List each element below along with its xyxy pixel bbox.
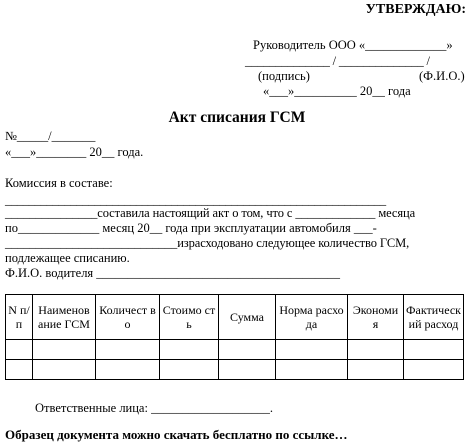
table-cell: [219, 360, 276, 380]
table-cell: [404, 340, 464, 360]
col-header-economy: Экономи я: [348, 295, 404, 340]
fio-caption: (Ф.И.О.): [419, 69, 465, 83]
col-header-gsm-name: Наименов ание ГСМ: [33, 295, 96, 340]
act-date-line: «___»________ 20__ года.: [5, 145, 144, 159]
col-header-sum: Сумма: [219, 295, 276, 340]
responsible-line: Ответственные лица: ___________________.: [35, 401, 273, 415]
table-cell: [96, 340, 160, 360]
act-text-line-1: _______________составила настоящий акт о том, что с _____________ месяца: [5, 206, 416, 220]
table-header-row: [6, 295, 464, 340]
col-header-quantity: Количест во: [96, 295, 160, 340]
table-cell: [6, 340, 33, 360]
table-cell: [96, 360, 160, 380]
col-header-number: N п/п: [6, 295, 33, 340]
table-cell: [33, 360, 96, 380]
manager-line: Руководитель ООО «_____________»: [253, 38, 453, 52]
table-cell: [219, 340, 276, 360]
table-cell: [33, 340, 96, 360]
table-cell: [404, 360, 464, 380]
download-note: Образец документа можно скачать бесплатно по ссылке…: [5, 427, 348, 442]
driver-line: Ф.И.О. водителя _______________________________________: [5, 266, 341, 280]
col-header-actual: Фактическ ий расход: [404, 295, 464, 340]
gsm-table: [5, 294, 464, 380]
table-cell: [276, 360, 348, 380]
table-cell: [348, 360, 404, 380]
commission-label: Комиссия в составе:: [5, 176, 113, 190]
signature-line: ______________ / ______________ /: [245, 54, 430, 68]
approve-date-line: «___»__________ 20__ года: [263, 84, 411, 98]
commission-blank-line: ________________________________________________________________: [5, 193, 386, 207]
col-header-norm: Норма расхода: [276, 295, 348, 340]
table-row: [6, 340, 464, 360]
table-cell: [160, 340, 219, 360]
col-header-price: Стоимо сть: [160, 295, 219, 340]
table-row: [6, 360, 464, 380]
act-text-line-4: подлежащее списанию.: [5, 251, 130, 265]
table-cell: [160, 360, 219, 380]
act-number-line: №_____/_______: [5, 129, 96, 143]
act-text-line-2: по_____________ месяц 20__ года при эксплуатации автомобиля ___-: [5, 221, 377, 235]
signature-caption: (подпись): [258, 69, 310, 83]
act-text-line-3: ____________________________израсходовано следующее количество ГСМ,: [5, 236, 410, 250]
document-title: Акт списания ГСМ: [168, 109, 306, 126]
table-cell: [348, 340, 404, 360]
table-cell: [6, 360, 33, 380]
approve-heading: УТВЕРЖДАЮ:: [365, 2, 466, 17]
table-cell: [276, 340, 348, 360]
